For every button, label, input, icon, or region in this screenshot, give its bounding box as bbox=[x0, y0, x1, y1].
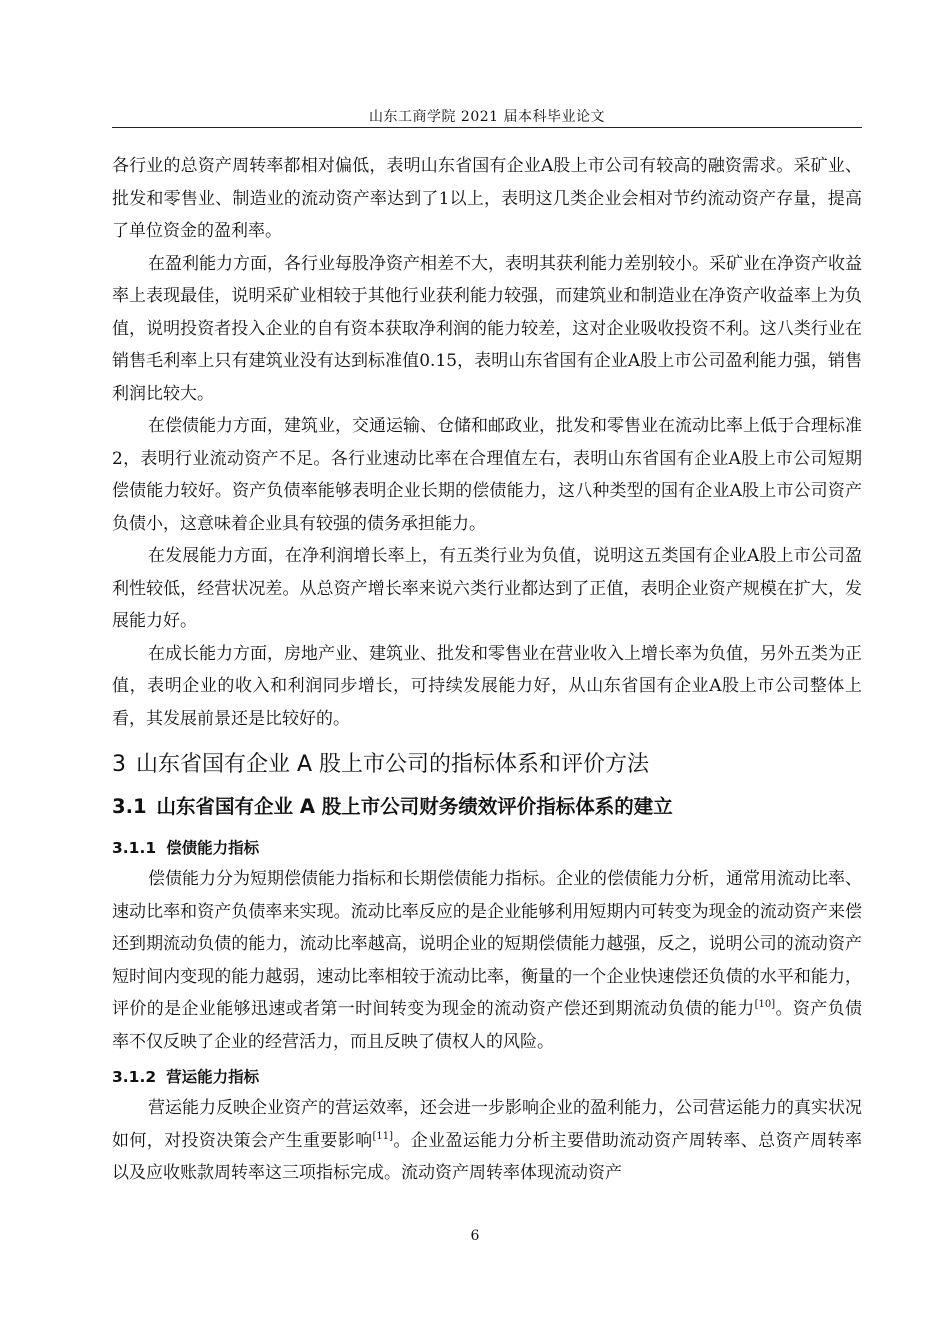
paragraph-text: 营运能力反映企业资产的营运效率，还会进一步影响企业的盈利能力，公司营运能力的真实状况如何，对投资决策会产生重要影响 bbox=[112, 1098, 862, 1151]
paragraph-text: 。资产负债率不仅反映了企业的经营活力，而且反映了债权人的风险。 bbox=[112, 999, 863, 1052]
body-paragraph: 在偿债能力方面，建筑业，交通运输、仓储和邮政业，批发和零售业在流动比率上低于合理标准2，表明行业流动资产不足。各行业速动比率在合理值左右，表明山东省国有企业A股上市公司短期偿债能力较好。资产负债率能够表明企业长期的偿债能力，这八种类型的国有企业A股上市公司资产负债小，这意味着企业具有较强的债务承担能力。 bbox=[112, 416, 862, 534]
section-title: 山东省国有企业 A 股上市公司财务绩效评价指标体系的建立 bbox=[156, 795, 673, 818]
body-paragraph: 在成长能力方面，房地产业、建筑业、批发和零售业在营业收入上增长率为负值，另外五类为正值，表明企业的收入和利润同步增长，可持续发展能力好，从山东省国有企业A股上市公司整体上看，其发展前景还是比较好的。 bbox=[112, 643, 862, 729]
page-number: 6 bbox=[470, 1228, 480, 1244]
header-rule bbox=[112, 127, 862, 128]
subsection-title: 营运能力指标 bbox=[166, 1068, 260, 1086]
subsection-heading bbox=[112, 1062, 862, 1092]
citation-ref[interactable]: [11] bbox=[372, 1130, 394, 1142]
paragraph-text: 偿债能力分为短期偿债能力指标和长期偿债能力指标。企业的偿债能力分析，通常用流动比率、速动比率和资产负债率来实现。流动比率反应的是企业能够利用短期内可转变为现金的流动资产来偿还到期流动负债的能力，流动比率越高，说明企业的短期偿债能力越强，反之，说明公司的流动资产短时间内变现的能力越弱，速动比率相较于流动比率，衡量的一个企业快速偿还负债的水平和能力，评价的是企业能够迅速或者第一时间转变为现金的流动资产偿还到期流动负债的能力 bbox=[112, 869, 862, 1019]
body-paragraph: 在发展能力方面，在净利润增长率上，有五类行业为负值，说明这五类国有企业A股上市公司盈利性较低，经营状况差。从总资产增长率来说六类行业都达到了正值，表明企业资产规模在扩大，发展能力好。 bbox=[112, 546, 862, 631]
body-paragraph bbox=[112, 1092, 862, 1190]
subsection-heading bbox=[112, 833, 862, 863]
section-heading bbox=[112, 789, 862, 825]
chapter-title: 山东省国有企业 A 股上市公司的指标体系和评价方法 bbox=[136, 752, 650, 777]
body-paragraph bbox=[112, 863, 862, 1058]
chapter-number: 3 bbox=[112, 752, 126, 777]
subsection-number: 3.1.2 bbox=[112, 1068, 157, 1086]
section-number: 3.1 bbox=[112, 795, 147, 818]
citation-ref[interactable]: [10] bbox=[754, 999, 776, 1010]
paragraph-text: 。企业盈运能力分析主要借助流动资产周转率、总资产周转率以及应收账款周转率这三项指标完成。流动资产周转率体现流动资产 bbox=[112, 1130, 863, 1183]
chapter-heading bbox=[112, 745, 862, 785]
subsection-title: 偿债能力指标 bbox=[166, 839, 260, 857]
body-paragraph: 各行业的总资产周转率都相对偏低，表明山东省国有企业A股上市公司有较高的融资需求。采矿业、批发和零售业、制造业的流动资产率达到了1以上，表明这几类企业会相对节约流动资产存量，提高了单位资金的盈利率。 bbox=[112, 156, 862, 241]
body-paragraph: 在盈利能力方面，各行业每股净资产相差不大，表明其获利能力差别较小。采矿业在净资产收益率上表现最佳，说明采矿业相较于其他行业获利能力较强，而建筑业和制造业在净资产收益率上为负值，说明投资者投入企业的自有资本获取净利润的能力较差，这对企业吸收投资不利。这八类行业在销售毛利率上只有建筑业没有达到标准值0.15，表明山东省国有企业A股上市公司盈利能力强，销售利润比较大。 bbox=[112, 253, 862, 404]
page-body bbox=[112, 150, 862, 1190]
subsection-number: 3.1.1 bbox=[112, 839, 157, 857]
running-header: 山东工商学院 2021 届本科毕业论文 bbox=[368, 109, 606, 125]
